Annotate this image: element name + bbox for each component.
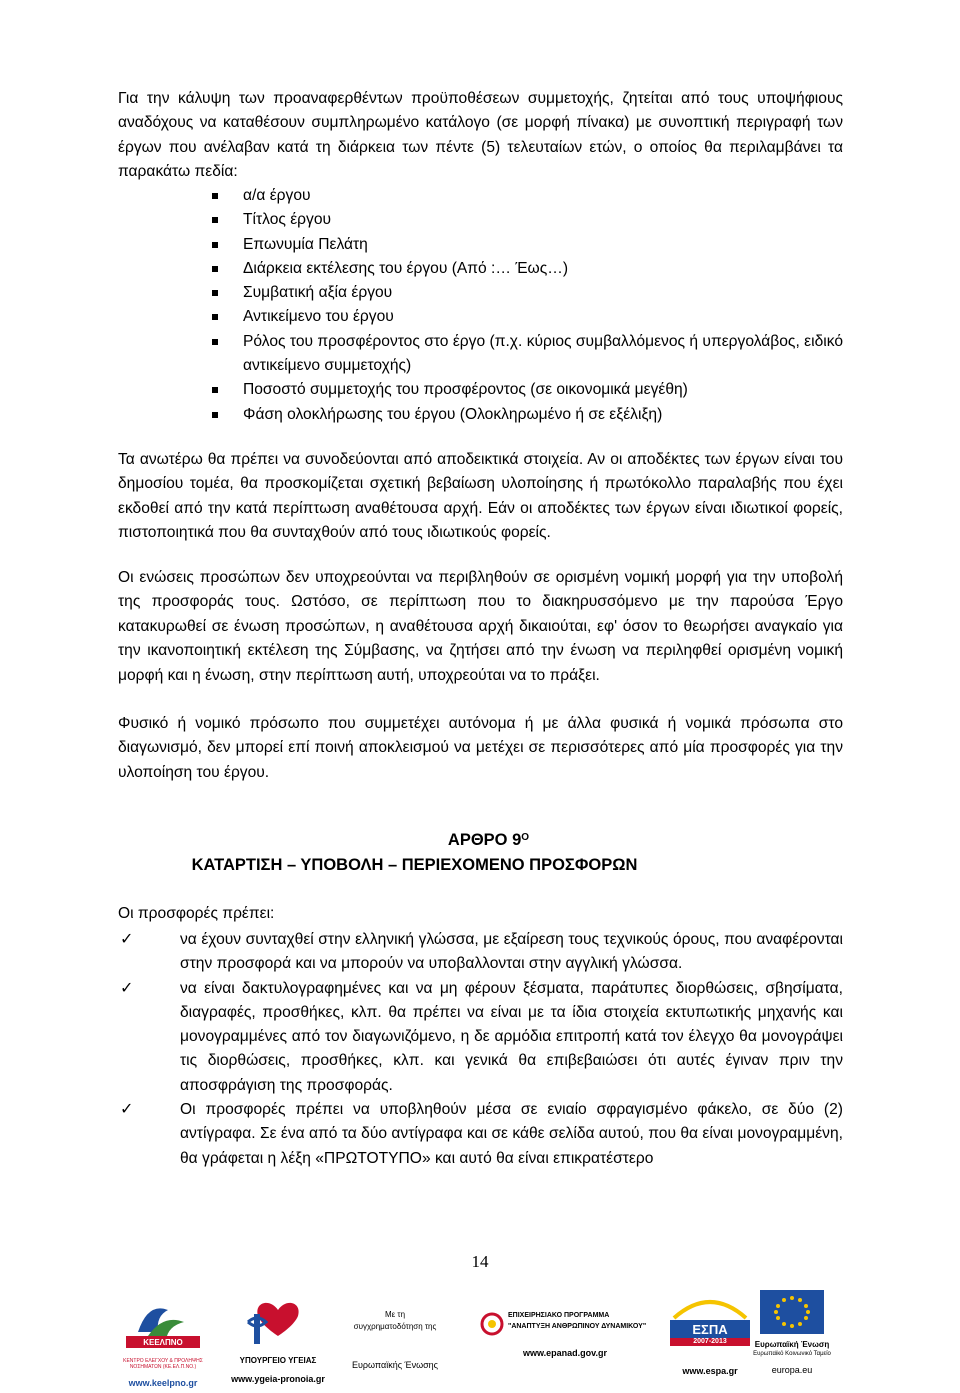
square-bullet-icon <box>212 412 218 418</box>
list-item: Ρόλος του προσφέροντος στο έργο (π.χ. κύριος συμβαλλόμενος ή υπεργολάβος, ειδικό αντικείμενο συμμετοχής) <box>212 330 843 379</box>
list-item: ✓ να είναι δακτυλογραφημένες και να μη φέρουν ξέσματα, παράτυπες διορθώσεις, σβησίματα, διαγραφές, προσθήκες, κλπ. θα πρέπει να είναι με τα ίδια στοιχεία εκτυπωτικής μηχανής και μονογραμμένες από τον διαγωνιζόμενο, η δε αρμόδια επιτροπή κατά τον έλεγχο θα μονογράψει τις διορθώσεις, προσθήκες, κλπ. και γενικά θα επιβεβαιώσει ότι αυτές έγιναν πριν την αποσφράγιση της προσφοράς. <box>118 977 843 1098</box>
list-item: Φάση ολοκλήρωσης του έργου (Ολοκληρωμένο ή σε εξέλιξη) <box>212 403 843 427</box>
offer-requirements-list <box>118 928 843 1171</box>
intro-paragraph: Για την κάλυψη των προαναφερθέντων προϋποθέσεων συμμετοχής, ζητείται από τους υποψήφιους αναδόχους να καταθέσουν συμπληρωμένο κατάλογο (σε μορφή πίνακα) με συνοπτική περιγραφή των έργων που ανέλαβαν κατά τη διάρκεια των πέντε (5) τελευταίων ετών, ο οποίος θα περιλαμβάνει τα παρακάτω πεδία: <box>118 90 843 181</box>
article-title-heading: ΚΑΤΑΡΤΙΣΗ – ΥΠΟΒΟΛΗ – ΠΕΡΙΕΧΟΜΕΝΟ ΠΡΟΣΦΟΡΩΝ <box>191 856 638 874</box>
espa-logo: ΕΣΠΑ 2007-2013 www.espa.gr <box>660 1288 760 1388</box>
square-bullet-icon <box>212 242 218 248</box>
list-item: Συμβατική αξία έργου <box>212 281 843 305</box>
eu-flag-icon <box>760 1290 824 1334</box>
funding-logos-footer <box>0 1280 960 1393</box>
health-emblem-icon <box>218 1288 338 1352</box>
evidence-paragraph: Τα ανωτέρω θα πρέπει να συνοδεύονται από αποδεικτικά στοιχεία. Αν οι αποδέκτες των έργων είναι του δημοσίου τομέα, θα προσκομίζεται σχετική βεβαίωση υλοποίησης ή πρωτόκολλο παραλαβής που έχει εκδοθεί από την κατά περίπτωση αναθέτουσα αρχή. Εάν οι αποδέκτες των έργων είναι ιδιωτικοί φορείς, πιστοποιητικά που θα συνταχθούν από τους ιδιωτικούς φορείς. <box>118 451 843 542</box>
list-item: Διάρκεια εκτέλεσης του έργου (Από :… Έως…) <box>212 257 843 281</box>
participation-paragraph: Φυσικό ή νομικό πρόσωπο που συμμετέχει αυτόνομα ή με άλλα φυσικά ή νομικά πρόσωπα στο διαγωνισμό, δεν μπορεί επί ποινή αποκλεισμού να μετέχει σε περισσότερες από μία προσφορές για την υλοποίηση του έργου. <box>118 715 843 781</box>
square-bullet-icon <box>212 290 218 296</box>
square-bullet-icon <box>212 217 218 223</box>
project-fields-list <box>212 184 843 427</box>
cofunding-text: Με τη συγχρηματοδότηση της Ευρωπαϊκής Ένωσης <box>351 1310 439 1370</box>
consortium-paragraph: Οι ενώσεις προσώπων δεν υποχρεούνται να περιβληθούν σε ορισμένη νομική μορφή για την υποβολή της προσφοράς τους. Ωστόσο, σε περίπτωση που το διακηρυσσόμενο με την παρούσα Έργο κατακυρωθεί σε ένωση προσώπων, η αναθέτουσα αρχή δικαιούται, εφ' όσον το θεωρήσει αναγκαίο για την ικανοποιητική εκτέλεση της Σύμβασης, να ζητήσει από την ένωση να περιληφθεί ορισμένη νομική μορφή και η ένωση, στην περίπτωση αυτή, υποχρεούται να το πράξει. <box>118 569 843 684</box>
list-item: Αντικείμενο του έργου <box>212 305 843 329</box>
list-item: Ποσοστό συμμετοχής του προσφέροντος (σε οικονομικά μεγέθη) <box>212 378 843 402</box>
ministry-logo: ΥΠΟΥΡΓΕΙΟ ΥΓΕΙΑΣ www.ygeia-pronoia.gr <box>218 1288 338 1392</box>
operational-program-logo: ΕΠΙΧΕΙΡΗΣΙΑΚΟ ΠΡΟΓΡΑΜΜΑ "ΑΝΑΠΤΥΞΗ ΑΝΘΡΩΠΙΝΟΥ ΔΥΝΑΜΙΚΟΥ" www.epanad.gov.gr <box>480 1310 650 1380</box>
square-bullet-icon <box>212 387 218 393</box>
checkmark-icon: ✓ <box>120 931 134 948</box>
square-bullet-icon <box>212 314 218 320</box>
square-bullet-icon <box>212 266 218 272</box>
program-emblem-icon <box>480 1312 504 1336</box>
list-item: Τίτλος έργου <box>212 208 843 232</box>
list-item: α/α έργου <box>212 184 843 208</box>
square-bullet-icon <box>212 339 218 345</box>
square-bullet-icon <box>212 193 218 199</box>
keelpno-logo: ΚΕΕΛΠΝΟ ΚΕΝΤΡΟ ΕΛΕΓΧΟΥ & ΠΡΟΛΗΨΗΣ ΝΟΣΗΜΑΤΩΝ (ΚΕ.ΕΛ.Π.ΝΟ.) www.keelpno.gr <box>108 1292 218 1392</box>
list-item: ✓ Οι προσφορές πρέπει να υποβληθούν μέσα σε ενιαίο σφραγισμένο φάκελο, σε δύο (2) αντίγραφα. Σε ένα από τα δύο αντίγραφα και σε κάθε σελίδα αυτού, που θα είναι μονογραμμένη, θα γράφεται η λέξη «ΠΡΩΤΟΤΥΠΟ» και αυτό θα είναι επικρατέστερο <box>118 1098 843 1171</box>
page-number: 14 <box>471 1252 489 1271</box>
checkmark-icon: ✓ <box>120 1101 134 1119</box>
eu-logo: Ευρωπαϊκή Ένωση Ευρωπαϊκό Κοινωνικό Ταμείο europa.eu <box>732 1290 852 1390</box>
article-number-heading: ΑΡΘΡΟ $9^O$ <box>447 831 530 849</box>
list-item: ✓ να έχουν συνταχθεί στην ελληνική γλώσσα, με εξαίρεση τους τεχνικούς όρους, που αναφέρονται στην προσφορά και να μπορούν να υποβαλλονται στην αγγλική γλώσσα. <box>118 928 843 977</box>
offers-intro: Οι προσφορές πρέπει: <box>118 905 275 922</box>
list-item: Επωνυμία Πελάτη <box>212 233 843 257</box>
checkmark-icon: ✓ <box>120 979 134 997</box>
